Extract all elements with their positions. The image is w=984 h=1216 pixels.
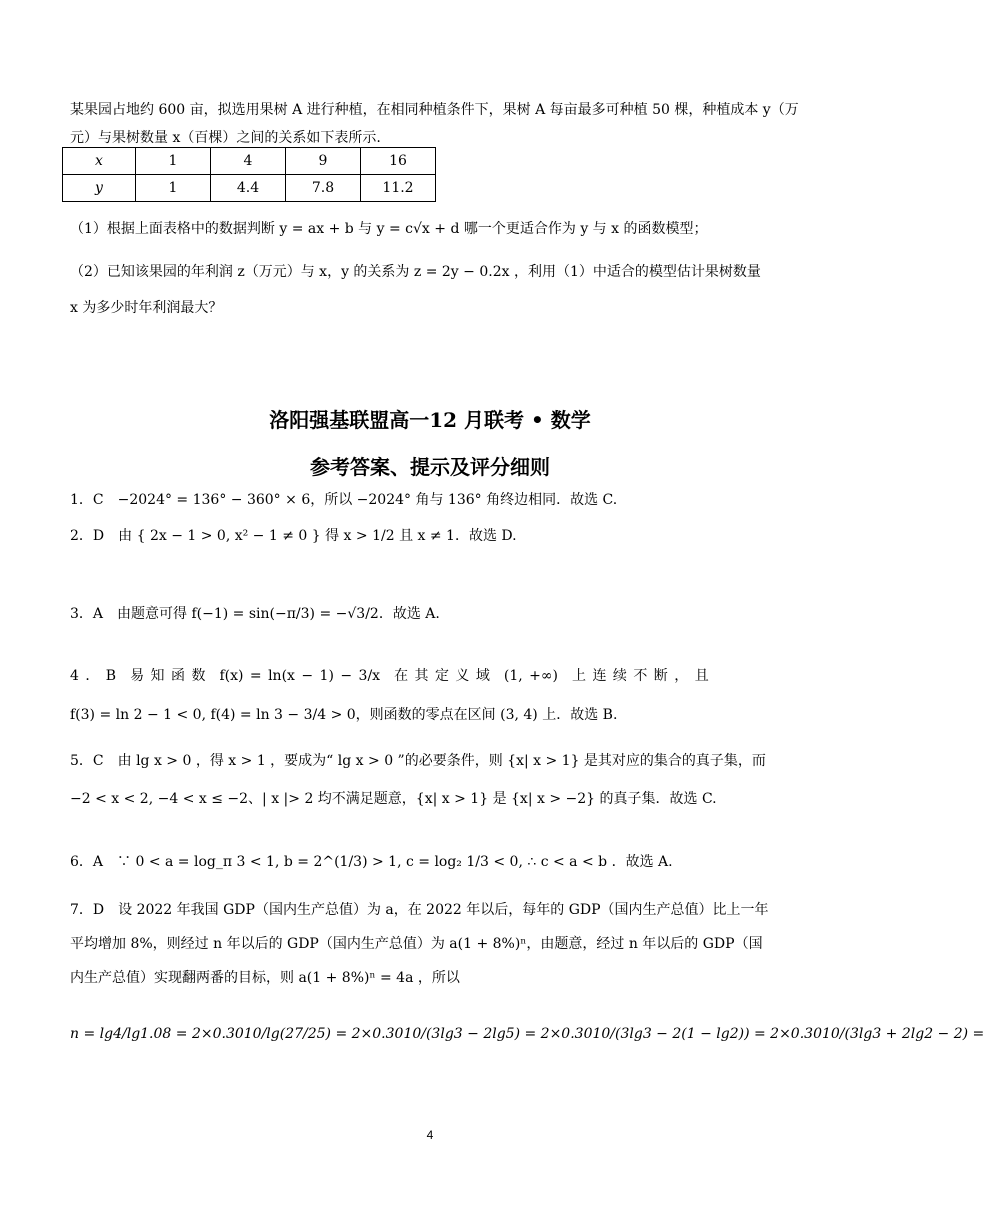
table-cell: 4 (211, 148, 286, 175)
problem-intro: 某果园占地约 600 亩，拟选用果树 A 进行种植，在相同种植条件下，果树 A 每亩最多可种植 50 棵，种植成本 y（万元）与果树数量 x（百棵）之间的关系如下表所示. (70, 102, 799, 146)
answer-4-line-1: 4 ． B 易 知 函 数 f(x) = ln(x − 1) − 3/x 在 其 定 义 域 (1, +∞) 上 连 续 不 断 ， 且 (70, 668, 709, 684)
question-1: （1）根据上面表格中的数据判断 y = ax + b 与 y = c√x + d 哪一个更适合作为 y 与 x 的函数模型； (70, 221, 708, 237)
answer-6: 6．A ∵ 0 < a = log_π 3 < 1, b = 2^(1/3) > 1, c = log₂ 1/3 < 0, ∴ c < a < b ．故选 A. (70, 854, 673, 870)
answer-7-line-2: 平均增加 8%，则经过 n 年以后的 GDP（国内生产总值）为 a(1 + 8%)ⁿ，由题意，经过 n 年以后的 GDP（国 (70, 936, 763, 952)
table-cell: 16 (361, 148, 436, 175)
table-cell: 4.4 (211, 175, 286, 202)
table-cell: 9 (286, 148, 361, 175)
page-number: 4 (426, 1128, 434, 1142)
answer-5-line-2: −2 < x < 2, −4 < x ≤ −2、| x |> 2 均不满足题意，{x| x > 1} 是 {x| x > −2} 的真子集．故选 C. (70, 791, 717, 807)
table-header-y: y (63, 175, 136, 202)
answer-7-line-1: 7．D 设 2022 年我国 GDP（国内生产总值）为 a，在 2022 年以后，每年的 GDP（国内生产总值）比上一年 (70, 902, 769, 918)
answers-subtitle: 参考答案、提示及评分细则 (310, 455, 550, 479)
answer-3: 3．A 由题意可得 f(−1) = sin(−π/3) = −√3/2．故选 A. (70, 606, 440, 622)
table-row-x (63, 148, 436, 175)
table-cell: 1 (136, 175, 211, 202)
data-table (62, 147, 436, 202)
question-2-line-1: （2）已知该果园的年利润 z（万元）与 x，y 的关系为 z = 2y − 0.2x ，利用（1）中适合的模型估计果树数量 (70, 264, 761, 280)
table-cell: 7.8 (286, 175, 361, 202)
answer-1: 1．C −2024° = 136° − 360° × 6，所以 −2024° 角与 136° 角终边相同．故选 C. (70, 492, 618, 508)
answers-title: 洛阳强基联盟高一12 月联考 • 数学 (269, 408, 591, 432)
answer-5-line-1: 5．C 由 lg x > 0 ，得 x > 1 ，要成为“ lg x > 0 ”的必要条件，则 {x| x > 1} 是其对应的集合的真子集，而 (70, 753, 766, 769)
table-cell: 1 (136, 148, 211, 175)
table-header-x: x (63, 148, 136, 175)
table-cell: 11.2 (361, 175, 436, 202)
answer-7-line-3: 内生产总值）实现翻两番的目标，则 a(1 + 8%)ⁿ = 4a ，所以 (70, 970, 460, 986)
question-2-line-2: x 为多少时年利润最大？ (70, 300, 223, 316)
answer-4-line-2: f(3) = ln 2 − 1 < 0, f(4) = ln 3 − 3/4 > 0，则函数的零点在区间 (3, 4) 上．故选 B. (70, 707, 618, 723)
answer-2: 2．D 由 { 2x − 1 > 0, x² − 1 ≠ 0 } 得 x > 1/2 且 x ≠ 1．故选 D. (70, 528, 517, 544)
table-row-y (63, 175, 436, 202)
answer-7-formula: n = lg4/lg1.08 = 2×0.3010/lg(27/25) = 2×0.3010/(3lg3 − 2lg5) = 2×0.3010/(3lg3 − 2(1 − lg2)) = 2×0.3010/(3lg3 + 2lg2 − 2) = (70, 1026, 984, 1042)
